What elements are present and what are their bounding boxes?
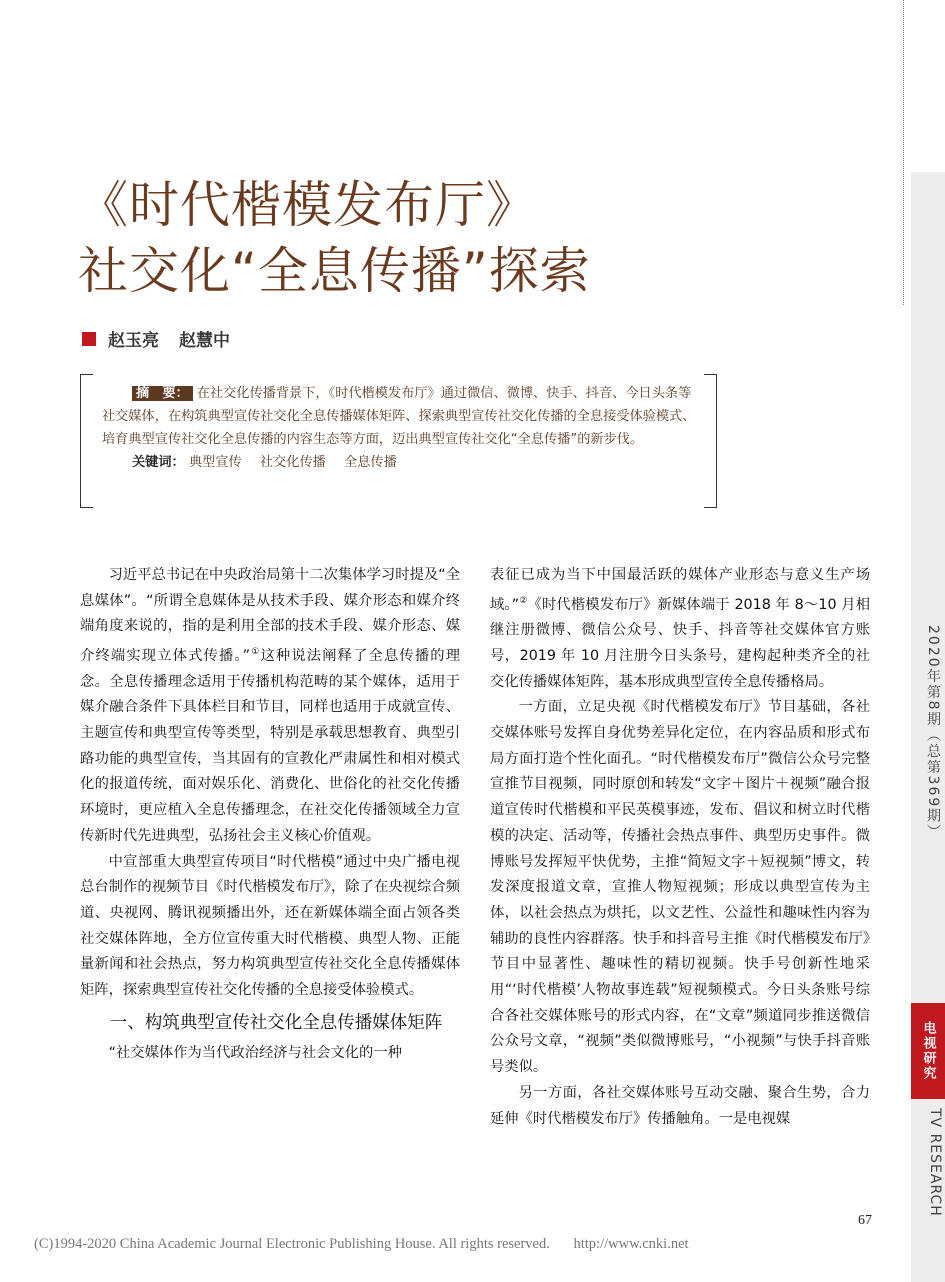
section-tab: 电视研究: [911, 1003, 945, 1099]
paragraph: [490, 563, 870, 695]
right-bracket: [704, 374, 717, 508]
abstract-body: 在社交化传播背景下，《时代楷模发布厅》通过微信、微博、快手、抖音、今日头条等社交媒体，在构筑典型宣传社交化全息传播媒体矩阵、探索典型宣传社交化传播的全息接受体验模式、培育典型宣传社交化全息传播的内容生态等方面，迈出典型宣传社交化“全息传播”的新步伐。: [102, 386, 696, 447]
red-square-icon: [82, 332, 96, 346]
keywords-row: [132, 451, 700, 474]
section-heading: 一、构筑典型宣传社交化全息传播媒体矩阵: [109, 1012, 443, 1033]
keyword: 全息传播: [344, 455, 397, 470]
paragraph-text: 这种说法阐释了全息传播的理念。全息传播理念适用于传播机构范畴的某个媒体，适用于媒介融合条件下具体栏目和节目，同样也适用于成就宣传、主题宣传和典型宣传等类型，特别是承载思想教育、典型引路功能的典型宣传，当其固有的宣教化严肃属性和相对模式化的报道传统，面对娱乐化、消费化、世俗化的社交化传播环境时，更应植入全息传播理念，在社交化传播领域全力宣传新时代先进典型，弘扬社会主义核心价值观。: [80, 647, 460, 844]
paragraph-text: 《时代楷模发布厅》新媒体端于 2018 年 8～10 月相继注册微博、微信公众号、快手、抖音等社交媒体官方账号，2019 年 10 月注册今日头条号，建构起种类齐全的社交化传播媒体矩阵，基本形成典型宣传全息传播格局。: [490, 596, 870, 690]
author-line: [82, 326, 250, 351]
cnki-link[interactable]: http://www.cnki.net: [573, 1236, 689, 1252]
paragraph-text: 习近平总书记在中央政治局第十二次集体学习时提及“全息媒体”。“所谓全息媒体是从技术手段、媒介形态和媒介终端角度来说的，指的是利用全部的技术手段、媒介形态、媒介终端实现立体式传播。”: [80, 567, 460, 664]
paragraph: [80, 563, 460, 850]
section-english-label: TV RESEARCH: [927, 1108, 943, 1217]
paragraph: “社交媒体作为当代政治经济与社会文化的一种: [108, 1044, 402, 1061]
issue-label: 2020年第8期（总第369期）: [925, 625, 941, 841]
abstract-text-block: [102, 382, 700, 474]
keywords-label: 关键词：: [132, 455, 185, 470]
paragraph: 另一方面，各社交媒体账号互动交融、聚合生势，合力延伸《时代楷模发布厅》传播触角。一是电视媒: [490, 1084, 870, 1127]
left-bracket: [80, 374, 93, 508]
author-name: 赵玉亮: [108, 331, 159, 351]
copyright-text: (C)1994-2020 China Academic Journal Electronic Publishing House. All rights reserved.: [34, 1236, 550, 1252]
body-column-right: [490, 563, 870, 1132]
abstract-label: 摘 要：: [132, 386, 193, 401]
abstract-box: [80, 374, 717, 508]
title-line-1: 《时代楷模发布厅》: [78, 176, 537, 234]
body-column-left: [80, 563, 460, 1066]
article-title: [78, 172, 758, 304]
author-name: 赵慧中: [179, 331, 230, 351]
copyright-footer: [34, 1236, 689, 1253]
keyword: 典型宣传: [188, 455, 242, 470]
paragraph-text: 表征已成为当下中国最活跃的媒体产业形态与意义生产场域。”: [490, 567, 870, 613]
keyword: 社交化传播: [259, 455, 326, 470]
paragraph: 中宣部重大典型宣传项目“时代楷模”通过中央广播电视总台制作的视频节目《时代楷模发布厅》，除了在央视综合频道、央视网、腾讯视频播出外，还在新媒体端全面占领各类社交媒体阵地，全方位宣传重大时代楷模、典型人物、正能量新闻和社会热点，努力构筑典型宣传社交化全息传播媒体矩阵，探索典型宣传社交化传播的全息接受体验模式。: [80, 853, 460, 999]
title-line-2: 社交化“全息传播”探索: [78, 242, 591, 300]
footnote-marker: ②: [519, 595, 528, 606]
page-number: 67: [858, 1213, 872, 1228]
footnote-marker: ①: [250, 647, 261, 658]
paragraph: 一方面，立足央视《时代楷模发布厅》节目基础，各社交媒体账号发挥自身优势差异化定位，在内容品质和形式布局方面打造个性化面孔。“时代楷模发布厅”微信公众号完整宣推节目视频，同时原创和转发“文字＋图片＋视频”融合报道宣传时代楷模和平民英模事迹，发布、倡议和树立时代楷模的决定、活动等，传播社会热点事件、典型历史事件。微博账号发挥短平快优势，主推“简短文字＋短视频”博文，转发深度报道文章，宣推人物短视频；形成以典型宣传为主体，以社会热点为烘托，以文艺性、公益性和趣味性内容为辅助的良性内容群落。快手和抖音号主推《时代楷模发布厅》节目中显著性、趣味性的精切视频。快手号创新性地采用“‘时代楷模’人物故事连载”短视频模式。今日头条账号综合各社交媒体账号的形式内容，在“文章”频道同步推送微信公众号文章，“视频”类似微博账号，“小视频”与快手抖音账号类似。: [490, 699, 870, 1076]
margin-dotted-line: [903, 0, 904, 305]
